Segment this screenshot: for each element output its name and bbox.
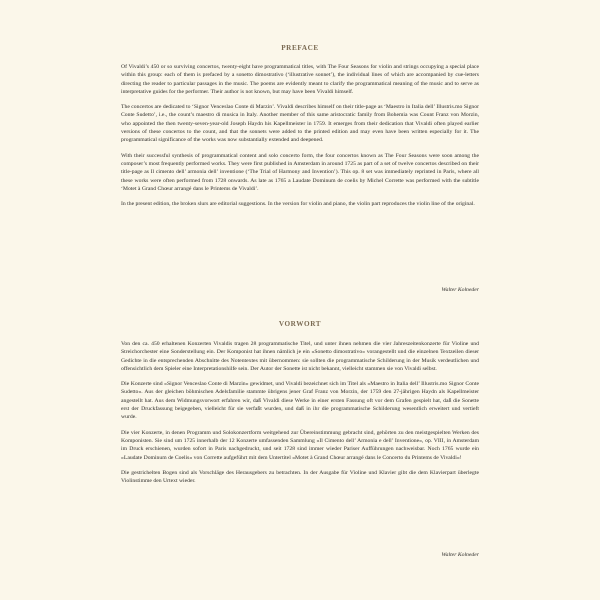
vorwort-paragraph-4: Die gestrichelten Bogen sind als Vorschläge des Herausgebers zu betrachten. In der Ausgabe für Violine und Klavier gibt die dem Klavierpart überlegte Violinstimme den Urtext wieder. (121, 469, 479, 485)
preface-paragraph-4: In the present edition, the broken slurs are editorial suggestions. In the version for violin and piano, the violin part reproduces the violin line of the original. (121, 201, 475, 208)
vorwort-heading: VORWORT (278, 320, 322, 328)
preface-body (121, 63, 479, 215)
preface-paragraph-3: With their successful synthesis of programmatical content and solo concerto form, the four concertos known as The Four Seasons were soon among the composer’s most frequently performed works. They were first published in Amsterdam in around 1725 as part of a set of twelve concertos described on their title-page as Il cimento dell’ armonia dell’ inventione (‘The Trial of Harmony and Invention’). This op. 8 set was immediately reprinted in Paris, where all these works were often performed from 1728 onwards. As late as 1765 a Laudate Dominum de coelis by Michel Corrette was performed with the subtitle ‘Motet à Grand Chœur arrangé dans le Printems de Vivaldi’. (121, 152, 479, 192)
vorwort-signature: Walter Kolneder (441, 552, 479, 558)
preface-paragraph-1: Of Vivaldi’s 450 or so surviving concertos, twenty-eight have programmatical titles, with The Four Seasons for violin and strings occupying a special place within this group: each of them is prefaced by a sonetto dimostrativo (‘illustrative sonnet’), the individual lines of which are accompanied by cue-letters directing the reader to particular passages in the music. The poems are evidently meant to clarify the programmatical meaning of the music and to serve as interpretative guides for the performer. Their author is not known, but may have been Vivaldi himself. (121, 64, 479, 95)
preface-heading: PREFACE (281, 44, 319, 52)
vorwort-paragraph-2: Die Konzerte sind »Signor Venceslao Conte di Marzin« gewidmet, und Vivaldi bezeichnet sich im Titel als »Maestro in Italia dell’ Illustris.mo Signor Conte Sudetto«. Aus der gleichen böhmischen Adelsfamilie stammte übrigens jener Graf Franz von Morzin, der 1759 den 27-jährigen Haydn als Kapellmeister angestellt hat. Aus dem Widmungsvorwort erfahren wir, daß Vivaldi diese Werke in einer ersten Fassung oft vor dem Grafen gespielt hat, daß die Sonette erst der Druckfassung beigegeben, vielleicht für sie verfaßt wurden, und daß in ihr die programmatische Schilderung wesentlich erweitert und vertieft wurde. (121, 381, 479, 421)
vorwort-paragraph-1: Von den ca. 450 erhaltenen Konzerten Vivaldis tragen 28 programmatische Titel, und unter ihnen nehmen die vier Jahreszeitenkonzerte für Violine und Streichorchester eine Sonderstellung ein. Der Komponist hat ihnen nämlich je ein »Sonetto dimostrativo« vorangestellt und die einzelnen Textzeilen dieser Gedichte in die entsprechenden Abschnitte des Notentextes mit übernommen: sie sollten die programmatische Schilderung in der Musik verdeutlichen und offensichtlich dem Spieler eine Interpretationshilfe sein. Der Autor der Sonette ist nicht bekannt, vielleicht stammen sie von Vivaldi selbst. (121, 341, 479, 372)
preface-signature: Walter Kolneder (441, 287, 479, 293)
vorwort-body (121, 340, 479, 492)
preface-paragraph-2: The concertos are dedicated to ‘Signor Venceslao Conte di Marzin’. Vivaldi describes himself on their title-page as ‘Maestro in Italia dell’ Illustris.mo Signor Conte Sudetto’, i.e., the count’s maestro di musica in Italy. Another member of this same aristocratic family from Bohemia was Count Franz von Morzin, who appointed the then twenty-seven-year-old Joseph Haydn his Kapellmeister in 1759. It emerges from their dedication that Vivaldi often played earlier versions of these concertos to the count, and that the sonnets were added to the printed edition and may even have been written especially for it. The programmatical significance of the works was now substantially extended and deepened. (121, 104, 479, 144)
vorwort-paragraph-3: Die vier Konzerte, in denen Programm und Solokonzertform weitgehend zur Übereinstimmung gebracht sind, gehörten zu den meistgespielten Werken des Komponisten. Sie sind um 1725 innerhalb der 12 Konzerte umfassenden Sammlung »Il Cimento dell’ Armonia e dell’ Inventione«, op. VIII, in Amsterdam im Druck erschienen, wurden sofort in Paris nachgedruckt, und seit 1728 sind immer wieder Pariser Aufführungen nachweisbar. Noch 1765 wurde ein »Laudate Dominum de Coelis« von Corrette aufgeführt mit dem Untertitel »Motet à Grand Chœur arrangé dans le Concerto du Printems de Vivaldi«! (121, 429, 479, 461)
